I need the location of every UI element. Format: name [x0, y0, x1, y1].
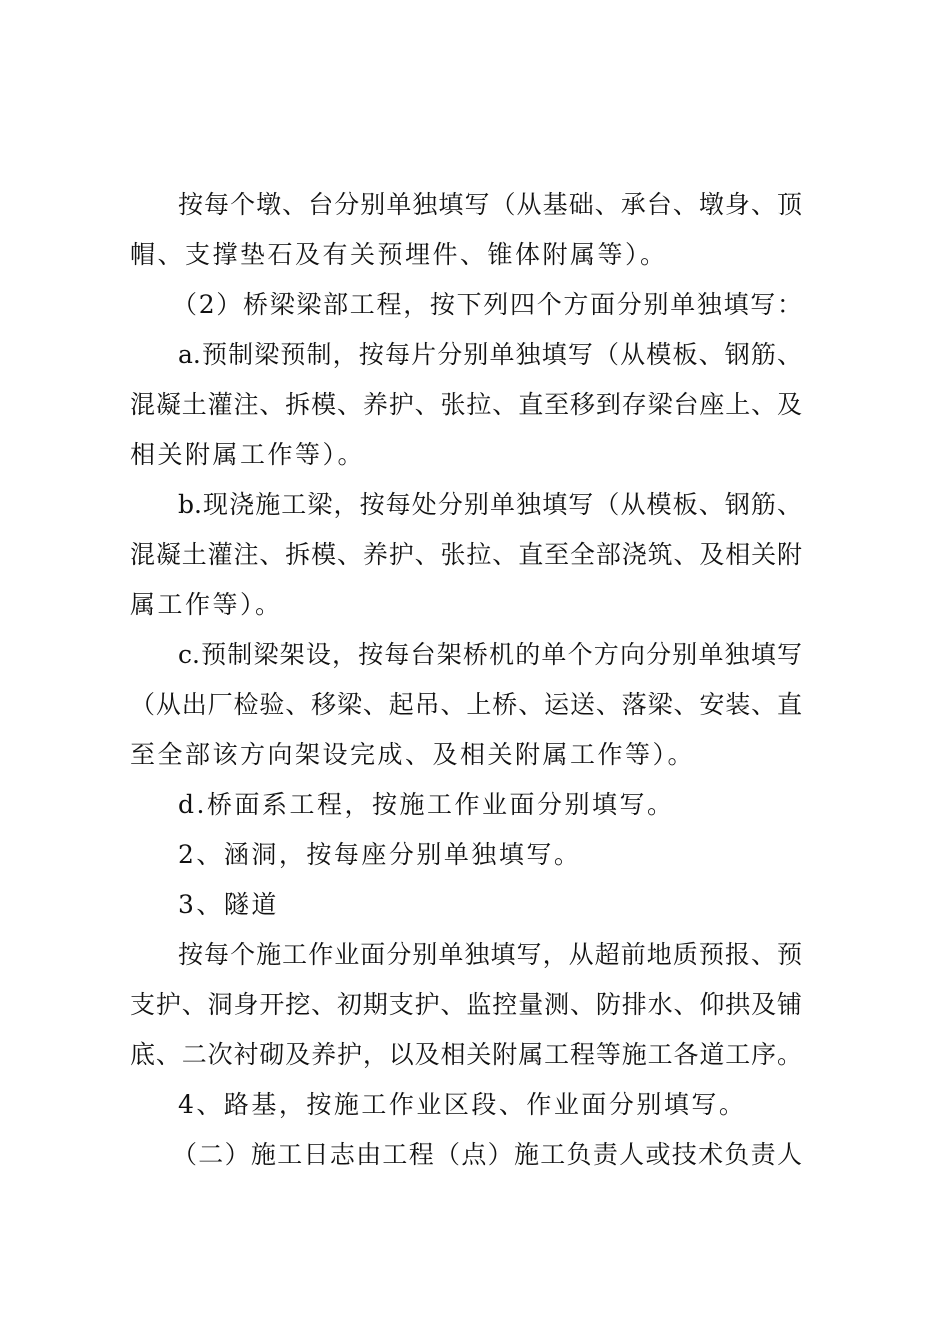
- text-line: 按每个墩、台分别单独填写（从基础、承台、墩身、顶: [178, 190, 802, 219]
- text-line: 底、二次衬砌及养护，以及相关附属工程等施工各道工序。: [130, 1040, 802, 1069]
- text-line: 帽、支撑垫石及有关预埋件、锥体附属等）。: [130, 240, 668, 269]
- text-line: 相关附属工作等）。: [130, 440, 366, 469]
- text-line: 2、涵洞，按每座分别单独填写。: [178, 840, 582, 869]
- text-line: b.现浇施工梁，按每处分别单独填写（从模板、钢筋、: [178, 490, 802, 519]
- text-line: 支护、洞身开挖、初期支护、监控量测、防排水、仰拱及铺: [130, 990, 802, 1019]
- text-line: （从出厂检验、移梁、起吊、上桥、运送、落梁、安装、直: [130, 690, 802, 719]
- text-line: c.预制梁架设，按每台架桥机的单个方向分别单独填写: [178, 640, 802, 669]
- text-line: 3、隧道: [178, 890, 279, 919]
- text-line: a.预制梁预制，按每片分别单独填写（从模板、钢筋、: [178, 340, 802, 369]
- text-line: d.桥面系工程，按施工作业面分别填写。: [178, 790, 675, 819]
- text-line: 属工作等）。: [130, 590, 283, 619]
- text-line: （2）桥梁梁部工程，按下列四个方面分别单独填写：: [172, 290, 802, 319]
- text-line: 混凝土灌注、拆模、养护、张拉、直至全部浇筑、及相关附: [130, 540, 802, 569]
- text-line: （二）施工日志由工程（点）施工负责人或技术负责人: [172, 1140, 802, 1169]
- text-line: 4、路基，按施工作业区段、作业面分别填写。: [178, 1090, 747, 1119]
- text-line: 混凝土灌注、拆模、养护、张拉、直至移到存梁台座上、及: [130, 390, 802, 419]
- text-line: 按每个施工作业面分别单独填写，从超前地质预报、预: [178, 940, 802, 969]
- text-line: 至全部该方向架设完成、及相关附属工作等）。: [130, 740, 696, 769]
